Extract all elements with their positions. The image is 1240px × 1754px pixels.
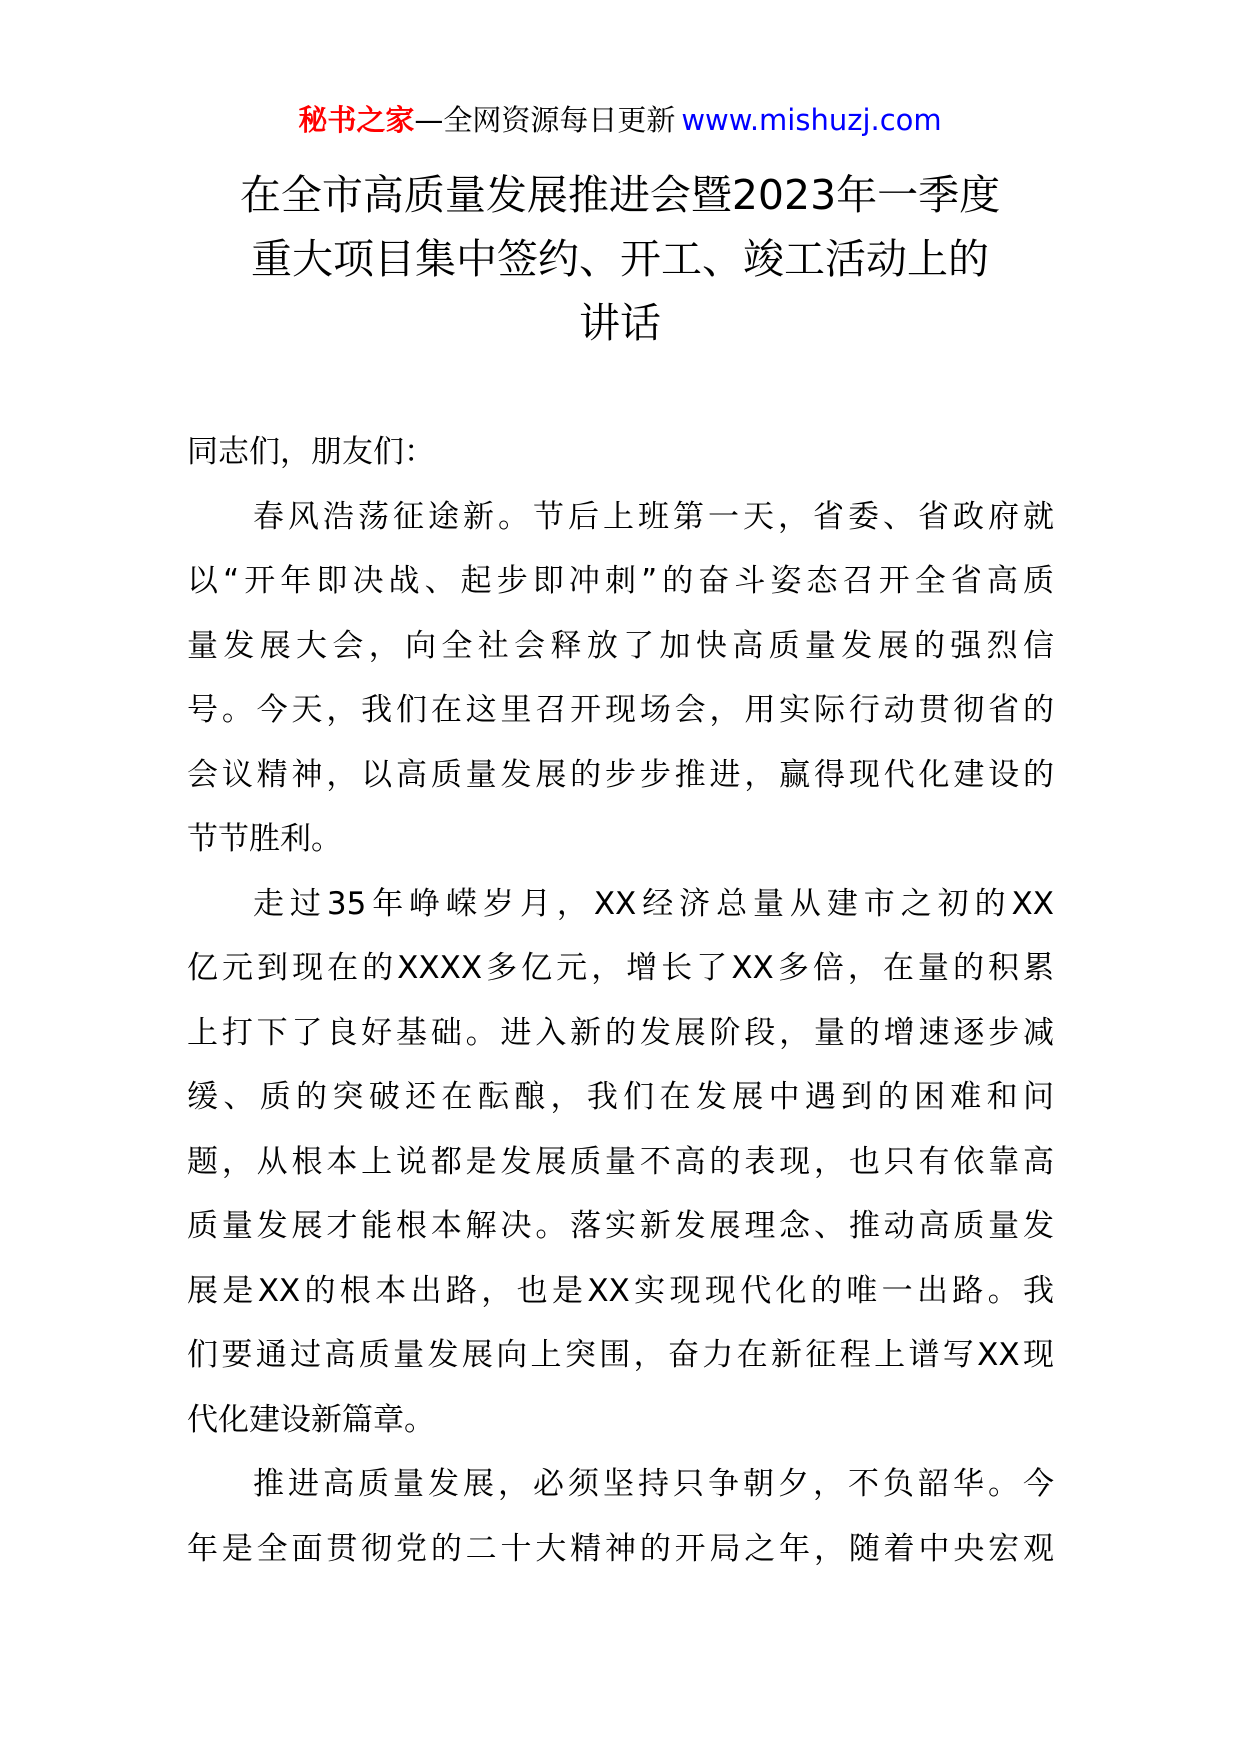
paragraph-line: 代化建设新篇章。 <box>187 1401 435 1438</box>
paragraph-line: 题，从根本上说都是发展质量不高的表现，也只有依靠高 <box>187 1143 1054 1180</box>
paragraph-line: 会议精神，以高质量发展的步步推进，赢得现代化建设的 <box>187 756 1054 793</box>
title-line: 讲话 <box>579 299 661 347</box>
paragraph-2 <box>187 872 1054 1453</box>
paragraph-line: 走过35年峥嵘岁月，XX经济总量从建市之初的XX <box>253 885 1054 922</box>
paragraph-line: 号。今天，我们在这里召开现场会，用实际行动贯彻省的 <box>187 692 1054 728</box>
brand-name: 秘书之家 <box>298 103 415 137</box>
paragraph-line: 展是XX的根本出路，也是XX实现现代化的唯一出路。我 <box>187 1272 1054 1309</box>
site-header <box>0 100 1240 140</box>
paragraph-line: 年是全面贯彻党的二十大精神的开局之年，随着中央宏观 <box>187 1530 1054 1567</box>
site-url-link[interactable]: www.mishuzj.com <box>681 103 942 137</box>
document-title <box>180 163 1060 355</box>
header-tagline: —全网资源每日更新 <box>414 103 676 137</box>
paragraph-1 <box>187 485 1054 872</box>
salutation: 同志们，朋友们： <box>187 434 435 470</box>
paragraph-3 <box>187 1452 1054 1581</box>
paragraph-line: 节节胜利。 <box>187 821 342 857</box>
title-line: 在全市高质量发展推进会暨2023年一季度 <box>239 171 1001 219</box>
paragraph-line: 量发展大会，向全社会释放了加快高质量发展的强烈信 <box>187 627 1054 664</box>
paragraph-line: 推进高质量发展，必须坚持只争朝夕，不负韶华。今 <box>253 1466 1054 1502</box>
paragraph-line: 缓、质的突破还在酝酿，我们在发展中遇到的困难和问 <box>187 1079 1054 1115</box>
paragraph-line: 春风浩荡征途新。节后上班第一天，省委、省政府就 <box>253 498 1054 535</box>
paragraph-line: 以“开年即决战、起步即冲刺”的奋斗姿态召开全省高质 <box>187 563 1054 599</box>
paragraph-line: 上打下了良好基础。进入新的发展阶段，量的增速逐步减 <box>187 1014 1054 1051</box>
paragraph-line: 质量发展才能根本解决。落实新发展理念、推动高质量发 <box>187 1208 1054 1244</box>
paragraph-line: 亿元到现在的XXXX多亿元，增长了XX多倍，在量的积累 <box>187 950 1054 986</box>
title-line: 重大项目集中签约、开工、竣工活动上的 <box>251 235 989 283</box>
paragraph-line: 们要通过高质量发展向上突围，奋力在新征程上谱写XX现 <box>187 1337 1054 1373</box>
document-body <box>187 420 1054 1581</box>
